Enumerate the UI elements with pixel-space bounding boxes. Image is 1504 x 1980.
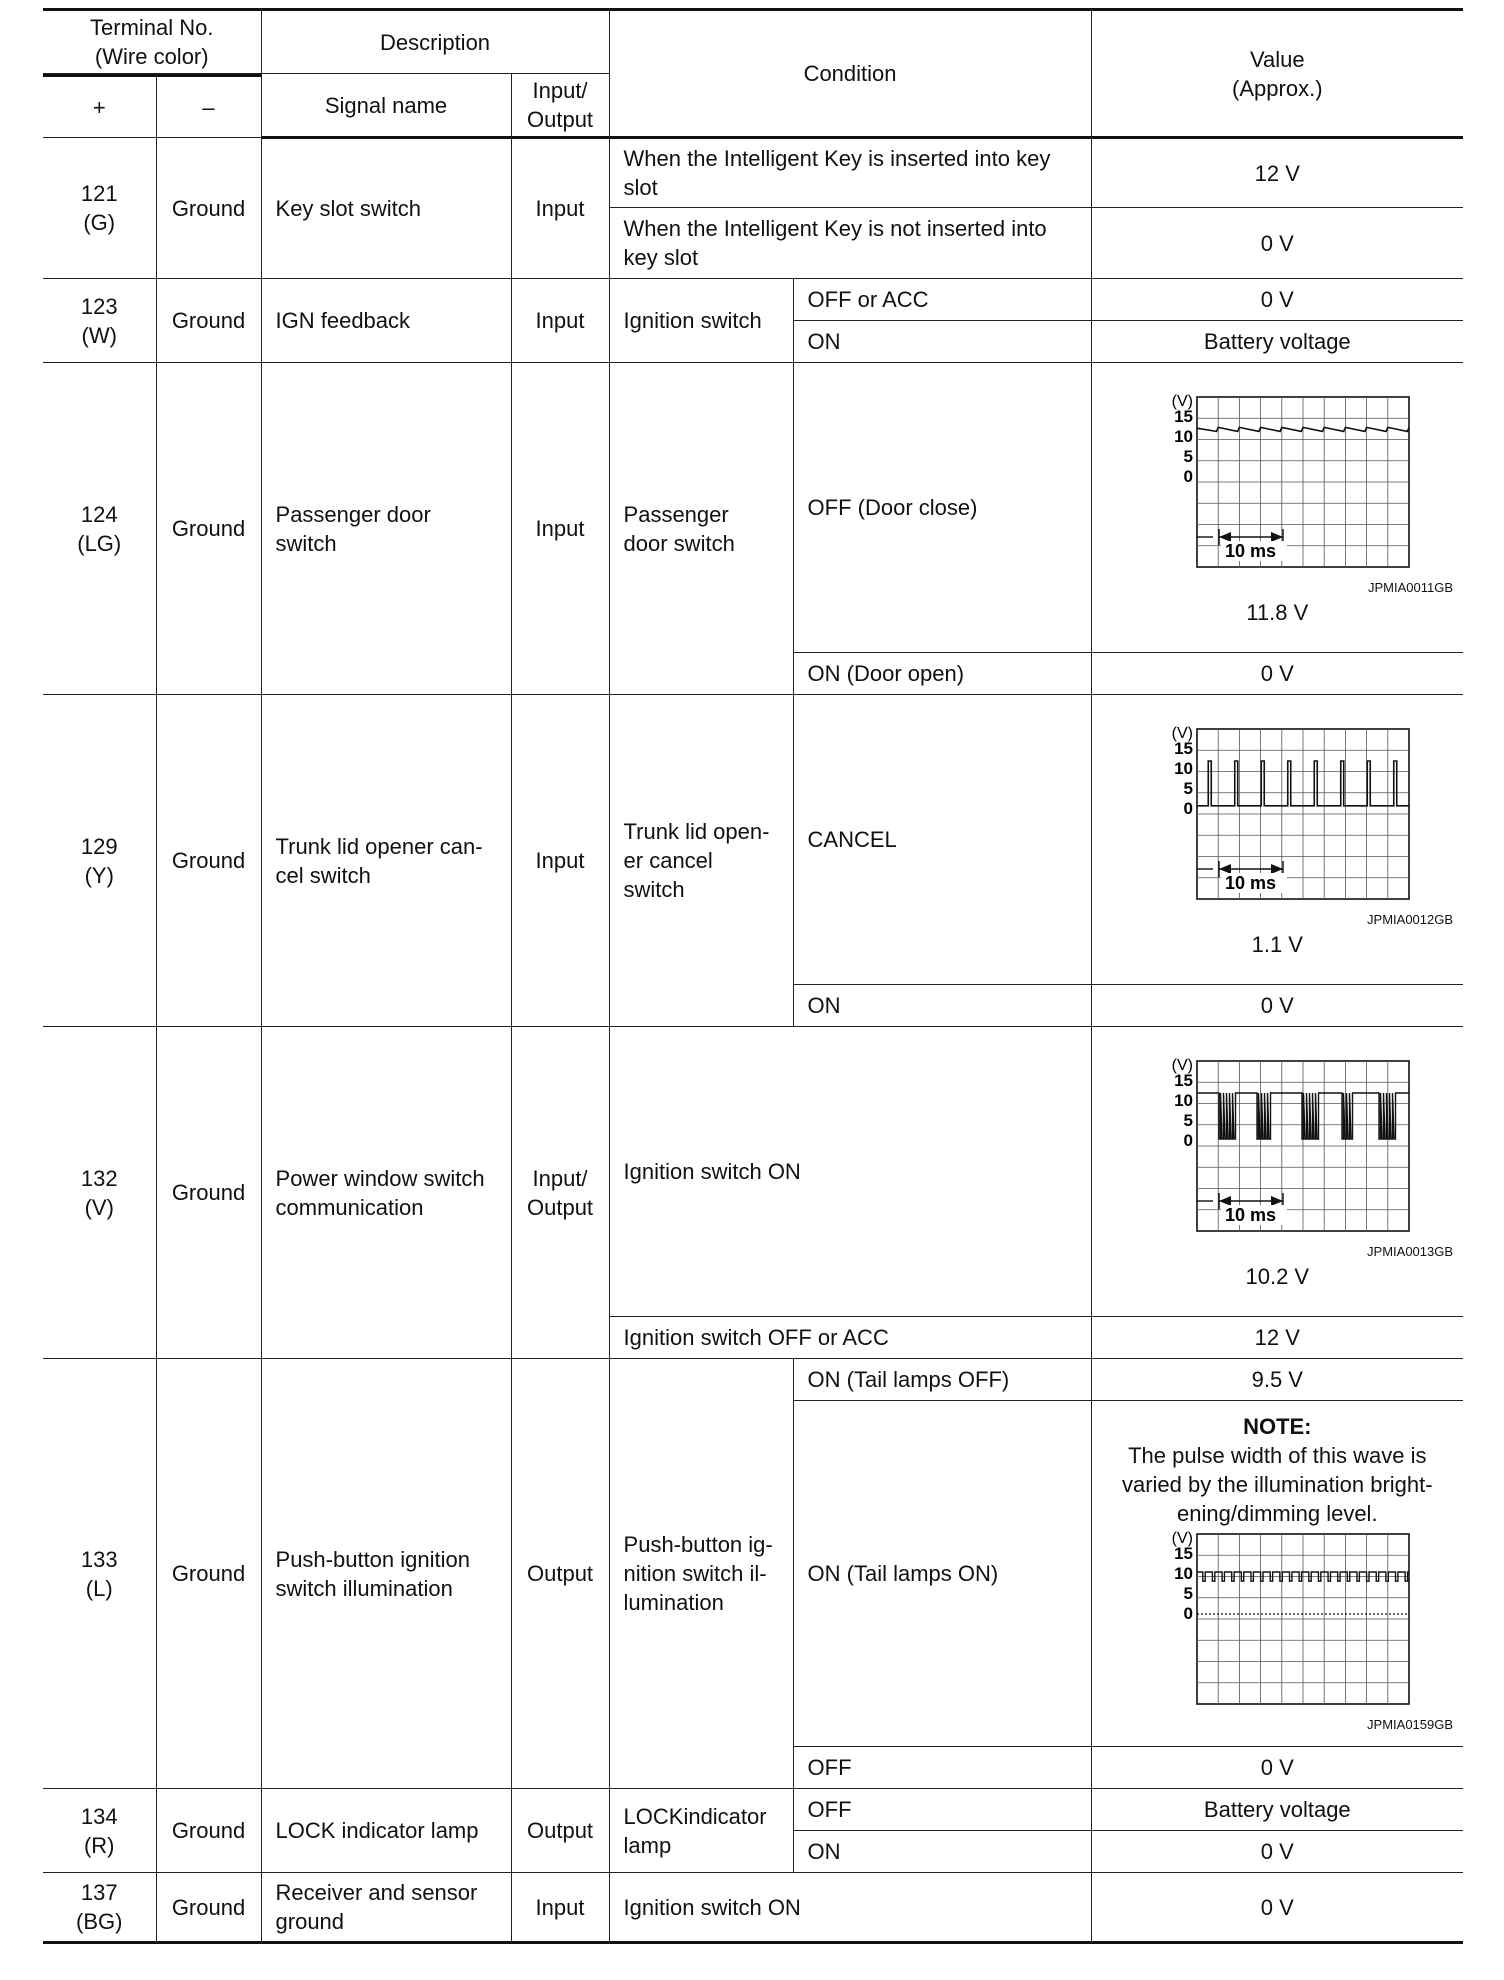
note-text: The pulse width of this wave is varied by the illumination bright- ening/dimming level. — [1121, 1443, 1433, 1526]
terminal-minus: Ground — [156, 695, 261, 1027]
note-title: NOTE: — [1243, 1414, 1312, 1439]
terminal-number: 132 (V) — [43, 1027, 156, 1359]
axis-tick-label: 0 — [1183, 1604, 1194, 1623]
condition: LOCKindicator lamp — [609, 1789, 793, 1873]
sub-condition: OFF — [793, 1747, 1091, 1789]
value: 12 V — [1091, 138, 1463, 208]
axis-tick-label: 15 — [1174, 1544, 1194, 1563]
signal-name: Passenger door switch — [261, 363, 511, 695]
header-terminal: Terminal No. (Wire color) — [43, 10, 261, 74]
signal-name: Power window switch communication — [261, 1027, 511, 1359]
sub-condition: OFF or ACC — [793, 279, 1091, 321]
axis-tick-label: 15 — [1174, 406, 1194, 426]
terminal-number: 137 (BG) — [43, 1873, 156, 1943]
sub-condition: OFF (Door close) — [793, 363, 1091, 653]
input-output: Output — [511, 1789, 609, 1873]
axis-tick-label: 0 — [1183, 466, 1194, 486]
value: 0 V — [1091, 1873, 1463, 1943]
figure-code: JPMIA0159GB — [1367, 1717, 1454, 1732]
input-output: Input — [511, 363, 609, 695]
terminal-minus: Ground — [156, 1873, 261, 1943]
waveform-graph — [1127, 391, 1427, 573]
axis-tick-label: 10 — [1174, 1090, 1194, 1110]
terminal-spec-table — [43, 8, 1463, 1944]
input-output: Input — [511, 695, 609, 1027]
value: Battery voltage — [1091, 1789, 1463, 1831]
terminal-minus: Ground — [156, 279, 261, 363]
header-value: Value (Approx.) — [1091, 10, 1463, 138]
condition: When the Intelligent Key is inserted into key slot — [609, 138, 1091, 208]
sub-condition: CANCEL — [793, 695, 1091, 985]
terminal-minus: Ground — [156, 1789, 261, 1873]
condition: Ignition switch — [609, 279, 793, 363]
signal-name: Receiver and sensor ground — [261, 1873, 511, 1943]
value: 9.5 V — [1091, 1359, 1463, 1401]
value: Battery voltage — [1091, 321, 1463, 363]
table-row — [43, 1873, 1463, 1943]
terminal-number: 121 (G) — [43, 138, 156, 279]
time-scale-label: 10 ms — [1225, 1204, 1277, 1225]
table-row — [43, 1027, 1463, 1317]
value: 0 V — [1091, 1747, 1463, 1789]
axis-tick-label: 15 — [1174, 738, 1194, 758]
value: 0 V — [1091, 985, 1463, 1027]
axis-unit-label: (V) — [1171, 1530, 1194, 1547]
value-waveform-cell — [1091, 1027, 1463, 1317]
value-waveform-cell — [1091, 363, 1463, 653]
input-output: Input — [511, 1873, 609, 1943]
terminal-number: 133 (L) — [43, 1359, 156, 1789]
value: 0 V — [1091, 279, 1463, 321]
waveform-graph — [1127, 1528, 1427, 1710]
axis-tick-label: 10 — [1174, 1564, 1194, 1583]
signal-name: IGN feedback — [261, 279, 511, 363]
condition: Trunk lid open- er cancel switch — [609, 695, 793, 1027]
input-output: Input — [511, 279, 609, 363]
table-row — [43, 1359, 1463, 1401]
table-row — [43, 279, 1463, 321]
axis-tick-label: 15 — [1174, 1070, 1194, 1090]
input-output: Output — [511, 1359, 609, 1789]
terminal-minus: Ground — [156, 363, 261, 695]
axis-unit-label: (V) — [1171, 724, 1194, 742]
terminal-number: 124 (LG) — [43, 363, 156, 695]
value: 12 V — [1091, 1317, 1463, 1359]
condition: Push-button ig- nition switch il- lumination — [609, 1359, 793, 1789]
waveform-graph — [1127, 1055, 1427, 1237]
header-condition: Condition — [609, 10, 1091, 138]
terminal-number: 129 (Y) — [43, 695, 156, 1027]
condition: Ignition switch ON — [609, 1027, 1091, 1317]
value-waveform-cell — [1091, 695, 1463, 985]
condition: Ignition switch ON — [609, 1873, 1091, 1943]
table-row — [43, 138, 1463, 208]
axis-tick-label: 0 — [1183, 1130, 1194, 1150]
value: 0 V — [1091, 208, 1463, 279]
header-terminal-plus: + — [43, 76, 156, 138]
header-signal-name: Signal name — [261, 74, 511, 138]
terminal-number: 123 (W) — [43, 279, 156, 363]
header-input-output: Input/ Output — [511, 74, 609, 138]
terminal-minus: Ground — [156, 1027, 261, 1359]
condition: Passenger door switch — [609, 363, 793, 695]
axis-tick-label: 0 — [1183, 798, 1194, 818]
header-description: Description — [261, 10, 609, 74]
value-waveform-cell — [1091, 1401, 1463, 1747]
figure-code: JPMIA0011GB — [1368, 579, 1454, 595]
axis-tick-label: 5 — [1183, 1584, 1194, 1603]
sub-condition: ON (Tail lamps ON) — [793, 1401, 1091, 1747]
waveform-graph — [1127, 723, 1427, 905]
axis-unit-label: (V) — [1171, 392, 1194, 410]
sub-condition: ON — [793, 321, 1091, 363]
terminal-minus: Ground — [156, 138, 261, 279]
value: 1.1 V — [1251, 931, 1303, 957]
time-scale-label: 10 ms — [1225, 872, 1277, 893]
terminal-number: 134 (R) — [43, 1789, 156, 1873]
signal-name: Trunk lid opener can- cel switch — [261, 695, 511, 1027]
table-row — [43, 363, 1463, 653]
input-output: Input/ Output — [511, 1027, 609, 1359]
sub-condition: ON (Door open) — [793, 653, 1091, 695]
time-scale-label: 10 ms — [1225, 540, 1277, 561]
value: 11.8 V — [1246, 599, 1309, 625]
condition: When the Intelligent Key is not inserted into key slot — [609, 208, 1091, 279]
table-row — [43, 1789, 1463, 1831]
signal-name: Key slot switch — [261, 138, 511, 279]
axis-tick-label: 10 — [1174, 758, 1194, 778]
header-terminal-minus: – — [156, 76, 261, 138]
axis-tick-label: 5 — [1183, 446, 1194, 466]
sub-condition: ON — [793, 985, 1091, 1027]
terminal-spec-table-page — [43, 8, 1463, 1944]
table-row — [43, 695, 1463, 985]
figure-code: JPMIA0012GB — [1367, 911, 1454, 927]
value: 10.2 V — [1245, 1263, 1310, 1289]
signal-name: Push-button ignition switch illumination — [261, 1359, 511, 1789]
figure-code: JPMIA0013GB — [1367, 1243, 1454, 1259]
axis-tick-label: 5 — [1183, 1110, 1194, 1130]
axis-unit-label: (V) — [1171, 1056, 1194, 1074]
input-output: Input — [511, 138, 609, 279]
sub-condition: ON (Tail lamps OFF) — [793, 1359, 1091, 1401]
terminal-minus: Ground — [156, 1359, 261, 1789]
sub-condition: OFF — [793, 1789, 1091, 1831]
axis-tick-label: 10 — [1174, 426, 1194, 446]
condition: Ignition switch OFF or ACC — [609, 1317, 1091, 1359]
sub-condition: ON — [793, 1831, 1091, 1873]
axis-tick-label: 5 — [1183, 778, 1194, 798]
signal-name: LOCK indicator lamp — [261, 1789, 511, 1873]
value: 0 V — [1091, 653, 1463, 695]
value: 0 V — [1091, 1831, 1463, 1873]
